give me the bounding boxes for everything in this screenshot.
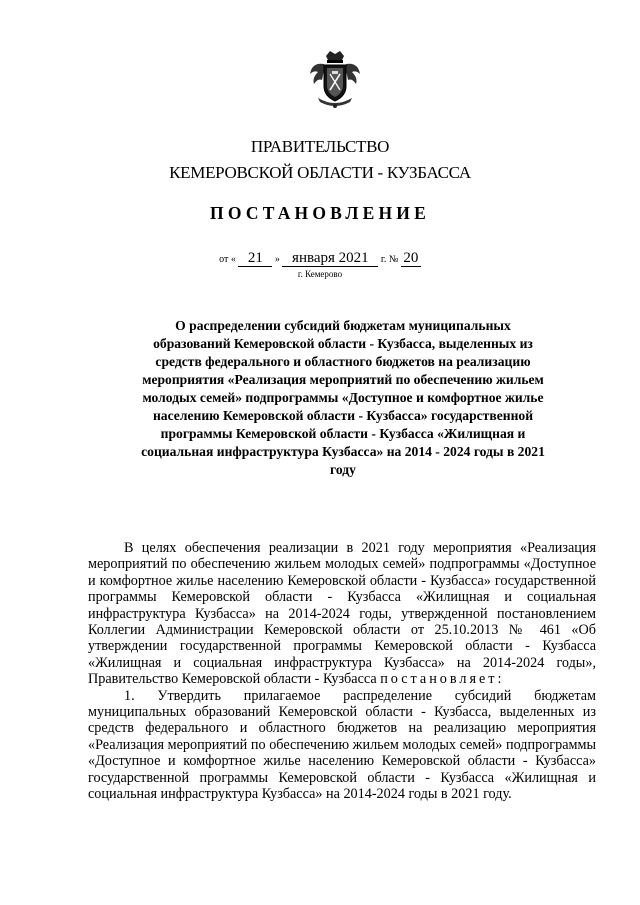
city-label: г. Кемерово xyxy=(297,269,343,279)
government-name-line2: КЕМЕРОВСКОЙ ОБЛАСТИ - КУЗБАССА xyxy=(169,163,471,182)
document-body xyxy=(88,540,596,803)
date-number-line xyxy=(0,251,640,267)
date-year-suffix: г. xyxy=(380,254,387,265)
government-name-line1: ПРАВИТЕЛЬСТВО xyxy=(250,137,390,156)
document-number: 20 xyxy=(401,251,421,267)
date-close-quote: » xyxy=(274,254,280,265)
document-title: О распределении субсидий бюджетам муниципальных образований Кемеровской области - Кузбасса, выделенных из средств федерального и областного бюджетов на реализацию мероприятия «Реализация мероприятий по обеспечению жильем молодых семей» подпрограммы «Доступное и комфортное жилье населению Кемеровской области - Кузбасса» государственной программы Кемеровской области - Кузбасса «Жилищная и социальная инфраструктура Кузбасса» на 2014 - 2024 годы в 2021 году xyxy=(141,318,545,477)
document-type-heading: ПОСТАНОВЛЕНИЕ xyxy=(210,203,430,223)
resolves-word: постановляет xyxy=(380,671,498,688)
number-sign: № xyxy=(388,254,399,265)
date-month-year: января 2021 xyxy=(282,251,378,267)
body-paragraph-1: В целях обеспечения реализации в 2021 году мероприятия «Реализация мероприятий по обеспечению жильем молодых семей» подпрограммы «Доступное и комфортное жилье населению Кемеровской области - Кузбасса» государственной программы Кемеровской области - Кузбасса «Жилищная и социальная инфраструктура Кузбасса» на 2014-2024 годы, утвержденной постановлением Коллегии Администрации Кемеровской области от 25.10.2013 № 461 «Об утверждении государственной программы Кемеровской области - Кузбасса «Жилищная и социальная инфраструктура Кузбасса» на 2014-2024 годы», Правительство Кемеровской области - Кузбасса постановляет: xyxy=(88,540,596,688)
kuzbass-coat-of-arms-icon xyxy=(304,48,366,110)
body-paragraph-2: 1. Утвердить прилагаемое распределение субсидий бюджетам муниципальных образований Кемеровской области - Кузбасса, выделенных из средств федерального и областного бюджетов на реализацию мероприятия «Реализация мероприятий по обеспечению жильем молодых семей» подпрограммы «Доступное и комфортное жилье населению Кемеровской области - Кузбасса» государственной программы Кемеровской области - Кузбасса «Жилищная и социальная инфраструктура Кузбасса» на 2014-2024 годы в 2021 году. xyxy=(88,687,596,803)
date-day: 21 xyxy=(238,251,272,267)
date-prefix: от « xyxy=(219,254,236,265)
